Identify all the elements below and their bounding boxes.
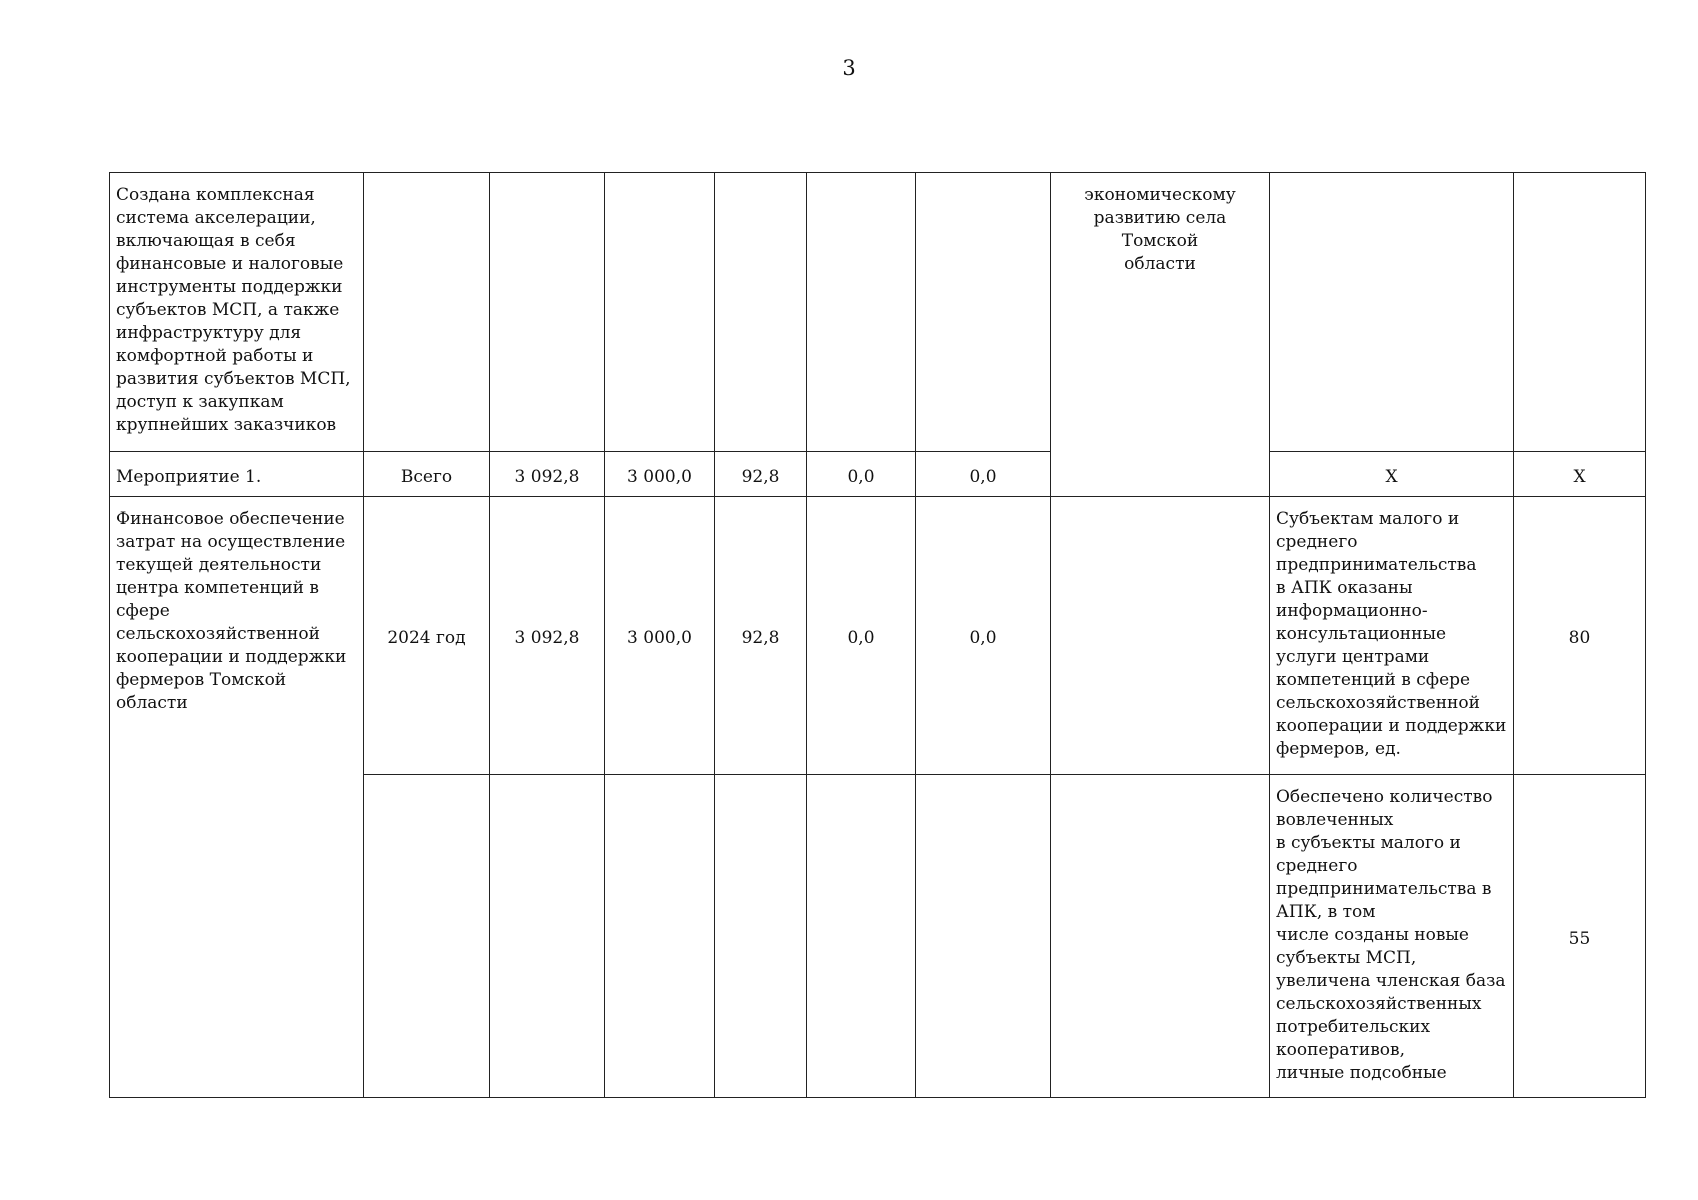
empty-cell bbox=[1270, 173, 1514, 452]
table-row-result bbox=[110, 173, 1646, 452]
measure-description: Финансовое обеспечение затрат на осуществление текущей деятельности центра компетенций в сфере сельскохозяйственной кооперации и поддержки фермеров Томской области bbox=[110, 497, 364, 1098]
empty-cell bbox=[1051, 497, 1270, 775]
indicator-cell: Обеспечено количество вовлеченных в субъекты малого и среднего предпринимательства в АПК, в том числе созданы новые субъекты МСП, увеличена членская база сельскохозяйственных потребительских кооперативов, личные подсобные bbox=[1270, 775, 1514, 1098]
empty-cell bbox=[807, 173, 916, 452]
measure-name: Мероприятие 1. bbox=[110, 452, 364, 497]
indicator-value-cell: 80 bbox=[1514, 497, 1646, 775]
period-cell: Всего bbox=[364, 452, 490, 497]
value-cell: 92,8 bbox=[715, 497, 807, 775]
indicator-value-cell: Х bbox=[1514, 452, 1646, 497]
empty-cell bbox=[916, 173, 1051, 452]
empty-cell bbox=[490, 173, 605, 452]
empty-cell bbox=[364, 173, 490, 452]
value-cell: 92,8 bbox=[715, 452, 807, 497]
indicator-value-cell: 55 bbox=[1514, 775, 1646, 1098]
value-cell: 0,0 bbox=[807, 452, 916, 497]
indicator-cell: Субъектам малого и среднего предпринимательства в АПК оказаны информационно- консультационные услуги центрами компетенций в сфере сельскохозяйственной кооперации и поддержки фермеров, ед. bbox=[1270, 497, 1514, 775]
value-cell: 0,0 bbox=[807, 497, 916, 775]
executor-cell: экономическому развитию села Томской области bbox=[1051, 173, 1270, 497]
value-cell: 3 092,8 bbox=[490, 497, 605, 775]
result-description: Создана комплексная система акселерации, включающая в себя финансовые и налоговые инструменты поддержки субъектов МСП, а также инфраструктуру для комфортной работы и развития субъектов МСП, доступ к закупкам крупнейших заказчиков bbox=[110, 173, 364, 452]
value-cell: 3 092,8 bbox=[490, 452, 605, 497]
empty-cell bbox=[715, 775, 807, 1098]
period-cell: 2024 год bbox=[364, 497, 490, 775]
empty-cell bbox=[490, 775, 605, 1098]
table-row-total bbox=[110, 452, 1646, 497]
empty-cell bbox=[715, 173, 807, 452]
value-cell: 0,0 bbox=[916, 452, 1051, 497]
value-cell: 3 000,0 bbox=[605, 497, 715, 775]
table-row-2024 bbox=[110, 497, 1646, 775]
value-cell: 0,0 bbox=[916, 497, 1051, 775]
page-number: 3 bbox=[842, 56, 856, 80]
empty-cell bbox=[364, 775, 490, 1098]
empty-cell bbox=[605, 173, 715, 452]
empty-cell bbox=[807, 775, 916, 1098]
empty-cell bbox=[1051, 775, 1270, 1098]
budget-table bbox=[109, 172, 1646, 1098]
empty-cell bbox=[916, 775, 1051, 1098]
value-cell: 3 000,0 bbox=[605, 452, 715, 497]
empty-cell bbox=[605, 775, 715, 1098]
empty-cell bbox=[1514, 173, 1646, 452]
indicator-cell: Х bbox=[1270, 452, 1514, 497]
